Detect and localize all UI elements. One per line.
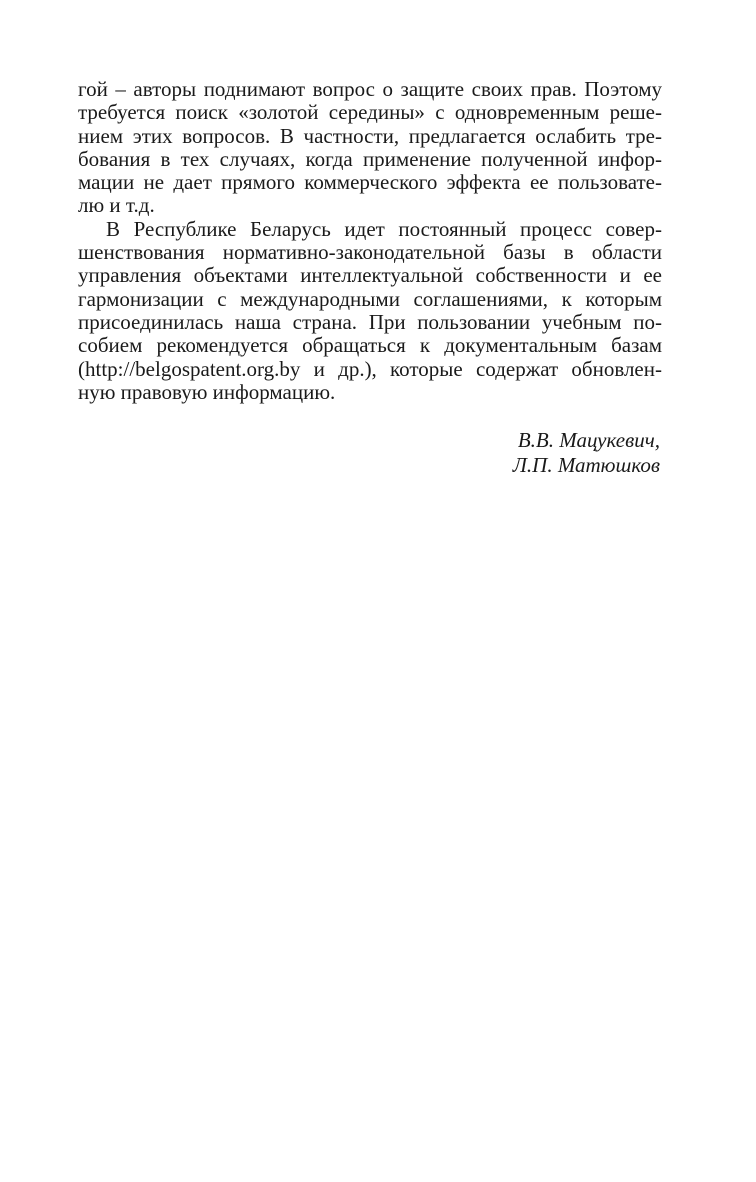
preface-body [78,78,662,404]
author-signature [78,428,662,477]
paragraph-2 [78,218,662,404]
author-name-2: Л.П. Матюшков [512,452,660,477]
text-line: гой – авторы поднимают вопрос о защите своих прав. Поэтому [78,77,662,101]
text-line: лю и т.д. [78,193,155,218]
text-line: нием этих вопросов. В частности, предлагается ослабить тре- [78,123,662,148]
text-line: управления объектами интеллектуальной собственности и ее [78,263,662,288]
text-line: мации не дает прямого коммерческого эффекта ее пользовате- [78,170,662,195]
text-line: требуется поиск «золотой середины» с одновременным реше- [78,100,662,125]
paragraph-1 [78,78,662,218]
text-line: (http://belgospatent.org.by и др.), которые содержат обновлен- [78,356,662,381]
text-line: присоединилась наша страна. При пользовании учебным по- [78,309,662,334]
text-line: собием рекомендуется обращаться к документальным базам [78,333,662,358]
text-line: В Республике Беларусь идет постоянный процесс совер- [106,216,662,241]
text-line: гармонизации с международными соглашениями, к которым [78,286,662,311]
text-line: ную правовую информацию. [78,379,336,404]
author-name-1: В.В. Мацукевич, [517,428,660,452]
text-line: шенствования нормативно-законодательной базы в области [78,240,662,265]
text-line: бования в тех случаях, когда применение полученной инфор- [78,146,662,171]
